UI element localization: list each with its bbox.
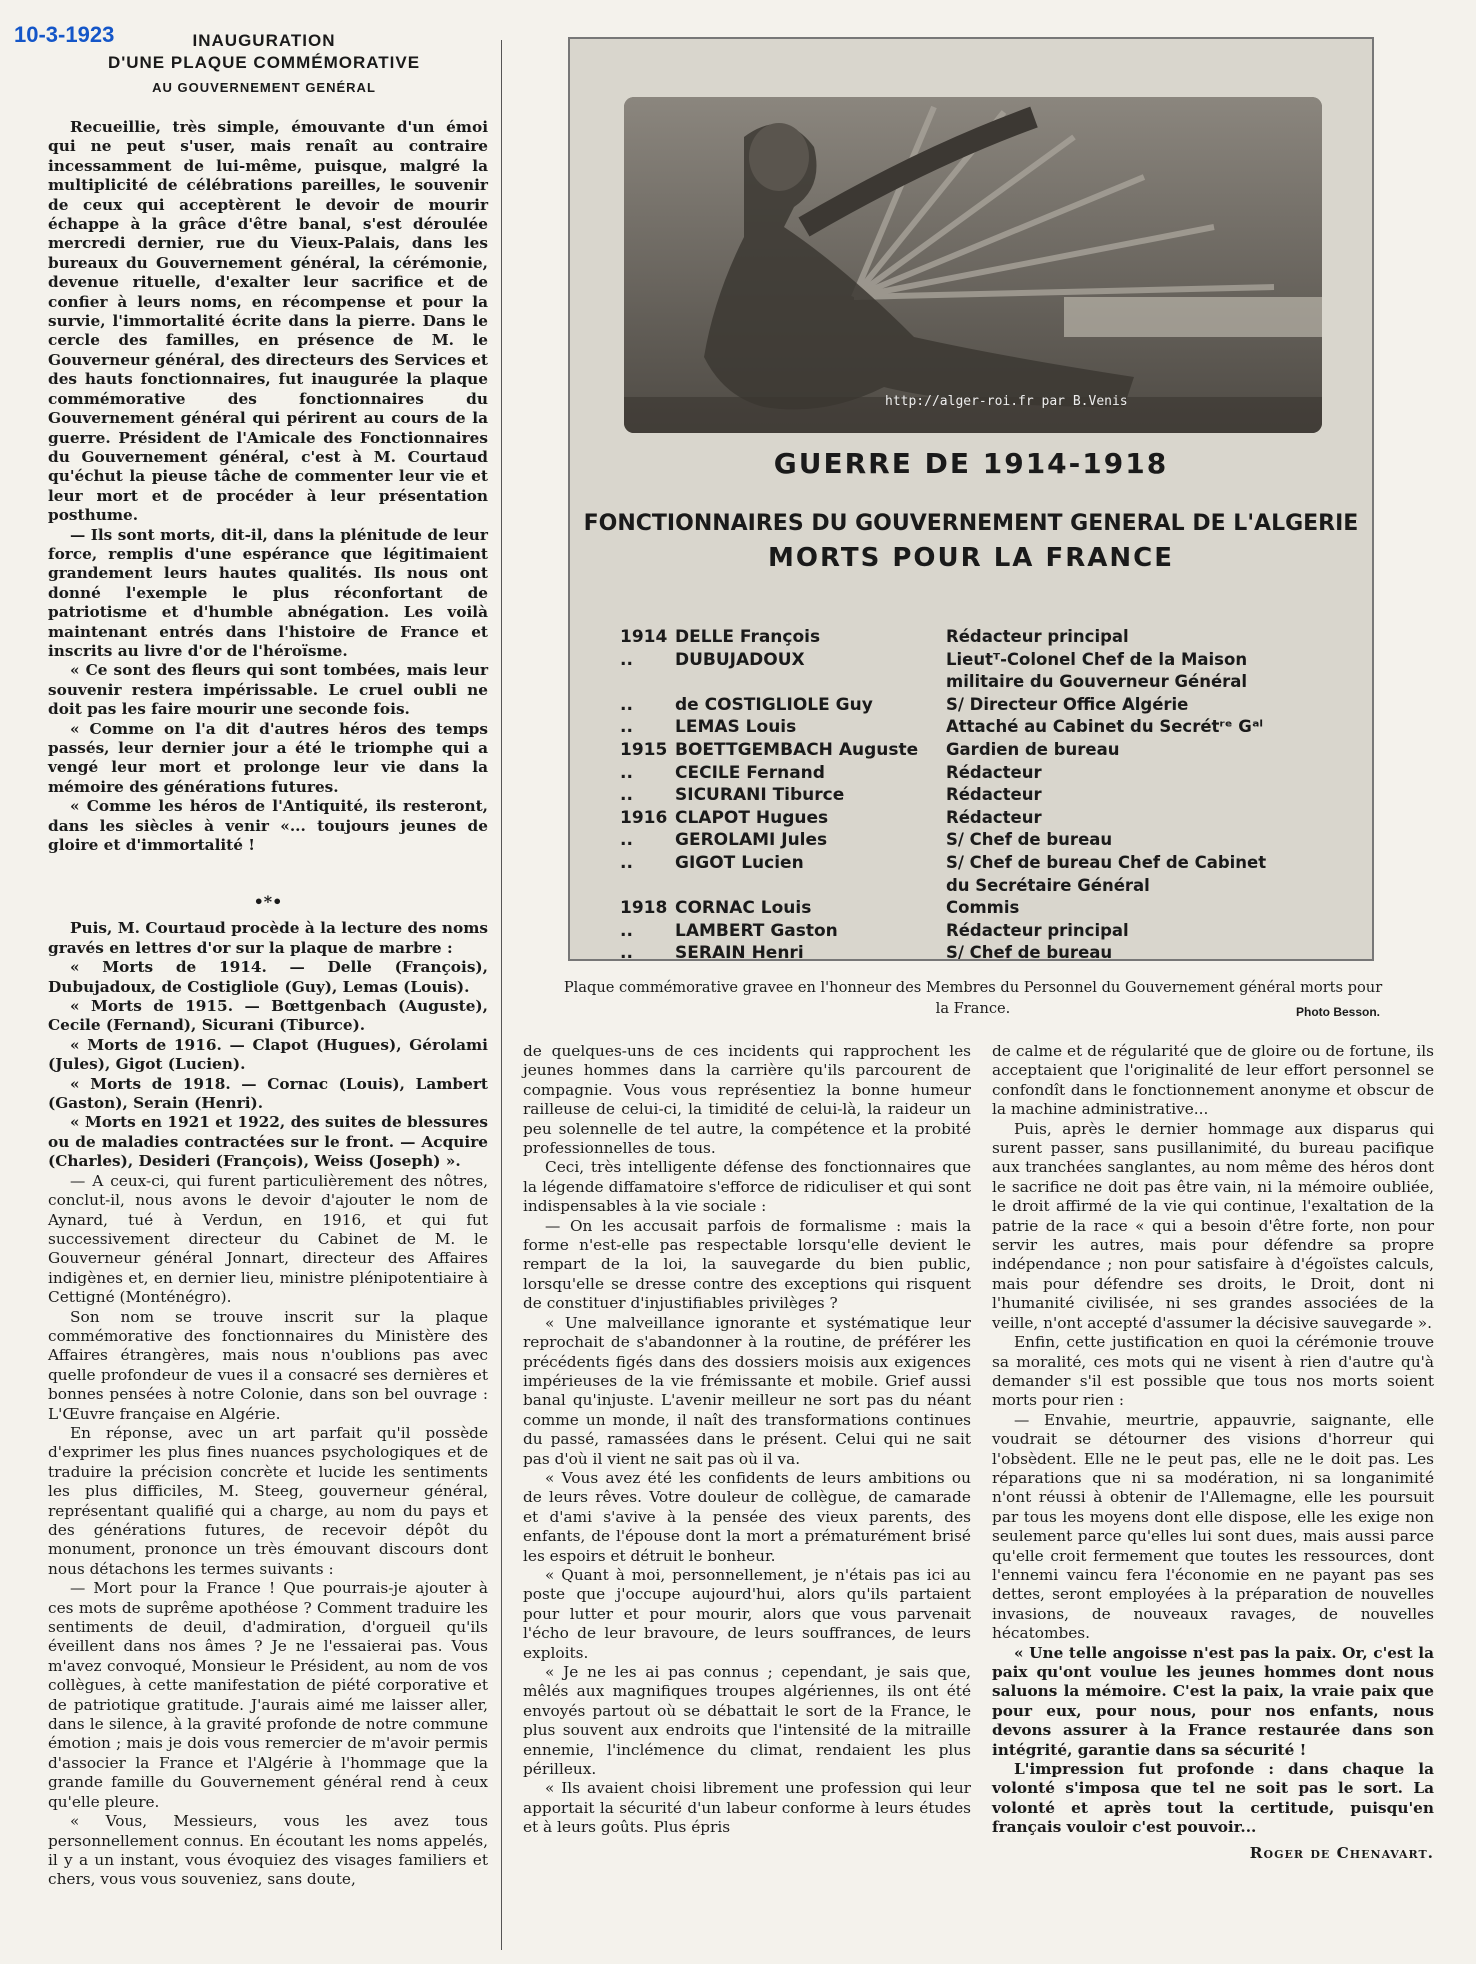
photo-credit: Photo Besson. (1296, 1005, 1381, 1019)
paragraph: — A ceux-ci, qui furent particulièrement des nôtres, conclut-il, nous avons le devoir d'ajouter le nom de Aynard, tué à Verdun, en 1916, et qui fut successivement directeur du Cabinet de M. le Gouverneur général Jonnart, directeur des Affaires indigènes et, en dernier lieu, ministre plénipotentiaire à Cettigné (Monténégro). (48, 1171, 488, 1307)
plaque-name: GIGOT Lucien (675, 853, 804, 873)
plaque-name: LEMAS Louis (675, 717, 797, 738)
plaque-row (570, 808, 1372, 832)
plaque-heading: GUERRE DE 1914-1918 (773, 447, 1169, 480)
plaque-function: Rédacteur principal (946, 920, 1129, 940)
plaque-function: du Secrétaire Général (946, 875, 1150, 895)
plaque-function: Rédacteur (946, 785, 1042, 805)
paragraph: « Ils avaient choisi librement une profession qui leur apportait la sécurité d'un labeur conforme à leurs études et à leurs goûts. Plus épris (523, 1779, 971, 1837)
plaque-function: Rédacteur (946, 762, 1042, 782)
watermark: http://alger-roi.fr par B.Venis (885, 394, 1128, 409)
plaque-name: GEROLAMI Jules (675, 830, 828, 851)
plaque-photo (568, 37, 1374, 961)
plaque-year: .. (620, 830, 633, 851)
plaque-year: .. (620, 853, 633, 873)
plaque-year: .. (620, 920, 633, 941)
plaque-function: Lieutᵀ-Colonel Chef de la Maison (946, 649, 1248, 669)
plaque-name: LAMBERT Gaston (675, 920, 838, 941)
paragraph: « Morts de 1914. — Delle (François), Dubujadoux, de Costigliole (Guy), Lemas (Louis). (48, 958, 488, 996)
plaque-function: Attaché au Cabinet du Secrétʳᵉ Gᵃˡ (946, 717, 1263, 737)
column-divider (501, 40, 502, 1950)
paragraph: « Morts de 1915. — Bœttgenbach (Auguste), Cecile (Fernand), Sicurani (Tiburce). (48, 997, 488, 1035)
paragraph: « Morts en 1921 et 1922, des suites de blessures ou de maladies contractées sur le front. — Acquire (Charles), Desideri (François), Weiss (Joseph) ». (48, 1113, 488, 1171)
paragraph: Recueillie, très simple, émouvante d'un émoi qui ne peut s'user, mais renaît au contraire incessamment de lui-même, puisque, malgré la multiplicité de célébrations pareilles, le souvenir de ceux qui acceptèrent le devoir de mourir échappe à la grâce d'être banal, s'est déroulée mercredi dernier, rue du Vieux-Palais, dans les bureaux du Gouvernement général, la cérémonie, devenue rituelle, d'exalter leur sacrifice et de confier à leurs noms, en récompense et pour la survie, l'immortalité écrite dans la pierre. Dans le cercle des familles, en présence de M. le Gouverneur général, des directeurs des Services et des hauts fonctionnaires, fut inaugurée la plaque commémorative des fonctionnaires du Gouvernement général qui périrent au cours de la guerre. Président de l'Amicale des Fonctionnaires du Gouvernement général, c'est à M. Courtaud qu'échut la pieuse tâche de commenter leur vie et leur mort et de procéder à leur présentation posthume. (48, 118, 488, 525)
plaque-row (570, 717, 1372, 741)
plaque-row (570, 672, 1372, 696)
plaque-function: Gardien de bureau (946, 740, 1120, 759)
paragraph: « Une telle angoisse n'est pas la paix. Or, c'est la paix qu'ont voulue les jeunes hommes dont nous saluons la mémoire. C'est la paix, la vraie paix que pour eux, pour nous, pour nos enfants, nous devons assurer à la France restaurée dans son intégrité, garantie dans sa sécurité ! (992, 1643, 1434, 1759)
title-line-3: AU GOUVERNEMENT GENÉRAL (152, 80, 376, 95)
paragraph: « Ce sont des fleurs qui sont tombées, mais leur souvenir restera impérissable. Le cruel oubli ne doit pas les faire mourir une seconde fois. (48, 661, 488, 719)
plaque-row (570, 943, 1372, 961)
plaque-year: .. (620, 649, 633, 670)
plaque-name: DELLE François (675, 627, 821, 647)
plaque-row (570, 898, 1372, 922)
photo-caption: Plaque commémorative gravee en l'honneur des Membres du Personnel du Gouvernement général morts pour la France. (563, 979, 1383, 1017)
plaque-year: .. (620, 785, 633, 806)
paragraph: « Je ne les ai pas connus ; cependant, je sais que, mêlés aux magnifiques troupes algériennes, ils ont été envoyés partout où se débattait le sort de la France, le plus souvent aux endroits que l'intensité de la mitraille ennemie, l'inclémence du climat, rendaient les plus périlleux. (523, 1663, 971, 1779)
paragraph: « Morts de 1918. — Cornac (Louis), Lambert (Gaston), Serain (Henri). (48, 1074, 488, 1113)
paragraph: « Vous, Messieurs, vous les avez tous personnellement connus. En écoutant les noms appelés, il y a un instant, vous évoquiez des visages familiers et chers, vous vous souveniez, sans doute, (48, 1812, 488, 1889)
plaque-year: .. (620, 717, 633, 738)
paragraph: « Comme on l'a dit d'autres héros des temps passés, leur dernier jour a été le triomphe qui a vengé leur mort et prolonge leur vie dans la mémoire des générations futures. (48, 719, 488, 796)
plaque-name: CECILE Fernand (675, 762, 825, 783)
plaque-name: SERAIN Henri (675, 943, 804, 961)
plaque-name: de COSTIGLIOLE Guy (675, 694, 873, 715)
plaque-year: 1918 (620, 898, 668, 919)
title-line-1: INAUGURATION (192, 31, 336, 50)
plaque-year: .. (620, 943, 633, 961)
paragraph: Puis, après le dernier hommage aux disparus qui surent passer, sans pusillanimité, du bureau pacifique aux tranchées sanglantes, au nom même des héros dont le sacrifice ne doit pas être vain, ni la mémoire oubliée, le droit affirmé de la vie qui continue, l'exaltation de la patrie de la race « qui a besoin d'être forte, non pour servir les autres, mais pour défendre sa propre indépendance ; non pour satisfaire à d'égoïstes calculs, mais pour défendre ses droits, le Droit, dont ni l'humanité civilisée, ni ses grandes associées de la veille, n'ont accepté d'assumer la décisive sauvegarde ». (992, 1119, 1434, 1332)
paragraph: de calme et de régularité que de gloire ou de fortune, ils acceptaient que l'originalité de leur effort personnel se confondît dans le fonctionnement anonyme et obscur de la machine administrative... (992, 1042, 1434, 1119)
article-title (60, 30, 468, 98)
plaque-function: Commis (946, 898, 1020, 918)
plaque-row (570, 921, 1372, 945)
paragraph: — On les accusait parfois de formalisme : mais la forme n'est-elle pas respectable lorsqu'elle devient le rempart de la loi, la sauvegarde du bien public, lorsqu'elle se dresse contre des exceptions qui risquent de constituer d'injustifiables privilèges ? (523, 1216, 971, 1313)
plaque-year: .. (620, 762, 633, 783)
paragraph: En réponse, avec un art parfait qu'il possède d'exprimer les plus fines nuances psychologiques et de traduire la précision concrète et lucide les sentiments les plus difficiles, M. Steeg, gouverneur général, représentant qualifié qui a charge, au nom du pays et des générations futures, de recevoir dépôt du monument, prononce un très émouvant discours dont nous détachons les termes suivants : (48, 1423, 488, 1578)
plaque-function: S/ Chef de bureau (946, 943, 1113, 961)
plaque-row (570, 876, 1372, 900)
bas-relief-image (624, 97, 1322, 433)
paragraph: « Quant à moi, personnellement, je n'étais pas ici au poste que j'occupe aujourd'hui, alors qu'ils partaient pour lutter et pour mourir, alors que vous parvenait l'écho de leur bravoure, de leurs souffrances, de leurs exploits. (523, 1565, 971, 1662)
plaque-year: 1915 (620, 740, 668, 760)
section-separator: •*• (253, 892, 283, 911)
paragraph: « Comme les héros de l'Antiquité, ils resteront, dans les siècles à venir «... toujours jeunes de gloire et d'immortalité ! (48, 797, 488, 855)
plaque-function: Rédacteur (946, 807, 1042, 827)
date-stamp: 10-3-1923 (14, 22, 115, 47)
plaque-name: CLAPOT Hugues (675, 807, 829, 828)
plaque-row (570, 627, 1372, 651)
author-signature: Roger de Chenavart. (1249, 1843, 1434, 1862)
plaque-row (570, 853, 1372, 877)
plaque-year: .. (620, 694, 633, 715)
plaque-row (570, 785, 1372, 809)
plaque-function: S/ Chef de bureau Chef de Cabinet (946, 853, 1267, 872)
paragraph: « Une malveillance ignorante et systématique leur reprochait de s'abandonner à la routine, de préférer les précédents figés dans des dossiers moisis aux exigences impérieuses de la vie frémissante et mobile. Grief aussi banal qu'injuste. L'avenir meilleur ne sort pas du néant comme un monde, il naît des transformations continues du passé, ramassées dans le présent. Celui qui ne sait pas d'où il vient ne sait pas où il va. (523, 1313, 971, 1468)
plaque-row (570, 695, 1372, 719)
column-2 (523, 1042, 971, 1838)
paragraph: — Ils sont morts, dit-il, dans la plénitude de leur force, remplis d'une espérance que légitimaient grandement leurs hautes qualités. Ils nous ont donné l'exemple le plus réconfortant de patriotisme et d'humble abnégation. Les voilà maintenant entrés dans l'histoire de France et inscrits au livre d'or de l'héroïsme. (48, 525, 488, 660)
plaque-name: CORNAC Louis (675, 898, 812, 919)
plaque-subheading: FONCTIONNAIRES DU GOUVERNEMENT GENERAL DE L'ALGERIE (583, 511, 1359, 536)
paragraph: — Envahie, meurtrie, appauvrie, saignante, elle voudrait se détourner des visions d'horreur qui l'obsèdent. Elle ne le peut pas, elle ne le doit pas. Les réparations que ni sa modération, ni sa longanimité n'ont réussi à obtenir de l'Allemagne, elle les poursuit par tous les moyens dont elle dispose, elle les exige non seulement parce qu'elles lui sont dues, mais aussi parce qu'elle croit fermement que toutes les ressources, dont l'ennemi vaincu fera l'économie en ne payant pas ses dettes, seront employées à la préparation de nouvelles invasions, de nouveaux ravages, de nouvelles hécatombes. (992, 1410, 1434, 1643)
plaque-year: 1914 (620, 627, 668, 647)
paragraph: Ceci, très intelligente défense des fonctionnaires que la légende diffamatoire s'efforce de ridiculiser et qui sont indispensables à la vie sociale : (523, 1158, 971, 1216)
paragraph: L'impression fut profonde : dans chaque la volonté s'imposa que tel ne soit pas le sort. La volonté et après tout la certitude, puisqu'en français vouloir c'est pouvoir... (992, 1760, 1434, 1837)
column-1-bottom (48, 882, 488, 1890)
plaque-row (570, 763, 1372, 787)
paragraph: Enfin, cette justification en quoi la cérémonie trouve sa moralité, ces mots qui ne visent à rien d'autre qu'à demander s'il est possible que tous nos morts soient morts pour rien : (992, 1333, 1434, 1410)
paragraph: « Vous avez été les confidents de leurs ambitions ou de leurs rêves. Votre douleur de collègue, de camarade et d'ami s'avive à la pensée des vieux parents, des enfants, de l'épouse dont la mort a prématurément brisé les espoirs et détruit le bonheur. (523, 1468, 971, 1565)
title-line-2: D'UNE PLAQUE COMMÉMORATIVE (107, 53, 421, 72)
paragraph: de quelques-uns de ces incidents qui rapprochent les jeunes hommes dans la carrière qu'ils parcourent de compagnie. Vous vous représentiez la bonne humeur railleuse de celui-ci, la timidité de celui-là, la raideur un peu solennelle de tel autre, la compétence et la probité professionnelles de tous. (523, 1042, 971, 1158)
plaque-name: SICURANI Tiburce (675, 785, 845, 806)
paragraph: Puis, M. Courtaud procède à la lecture des noms gravés en lettres d'or sur la plaque de marbre : (48, 919, 488, 957)
plaque-function: S/ Chef de bureau (946, 830, 1113, 850)
plaque-subheading-2: MORTS POUR LA FRANCE (768, 543, 1174, 573)
paragraph: Son nom se trouve inscrit sur la plaque commémorative des fonctionnaires du Ministère des Affaires étrangères, mais nous n'oublions pas avec quelle profondeur de vues il a consacré ses dernières et bonnes pensées à notre Colonie, dans son bel ouvrage : L'Œuvre française en Algérie. (48, 1307, 488, 1423)
column-1-top (48, 118, 488, 855)
plaque-row (570, 650, 1372, 674)
paragraph: — Mort pour la France ! Que pourrais-je ajouter à ces mots de suprême apothéose ? Comment traduire les sentiments de deuil, d'admiration, d'orgueil qu'ils éveillent dans nos âmes ? Je ne l'essaierai pas. Vous m'avez convoqué, Monsieur le Président, au nom de vos collègues, à cette manifestation de piété corporative et de patriotique gratitude. J'aurais aimé me laisser aller, dans le silence, à la gravité profonde de notre commune émotion ; mais je dois vous remercier de m'avoir permis d'associer la France et l'Algérie à l'hommage que la grande famille du Gouvernement général rend à ceux qu'elle pleure. (48, 1579, 488, 1811)
column-3 (992, 1042, 1434, 1863)
plaque-year: 1916 (620, 807, 668, 828)
plaque-row (570, 830, 1372, 854)
plaque-function: S/ Directeur Office Algérie (946, 694, 1189, 714)
plaque-function: Rédacteur principal (946, 627, 1129, 646)
paragraph: « Morts de 1916. — Clapot (Hugues), Gérolami (Jules), Gigot (Lucien). (48, 1035, 488, 1074)
plaque-name: DUBUJADOUX (675, 649, 805, 670)
plaque-function: militaire du Gouverneur Général (946, 672, 1248, 692)
plaque-name: BOETTGEMBACH Auguste (675, 740, 919, 760)
plaque-row (570, 740, 1372, 764)
